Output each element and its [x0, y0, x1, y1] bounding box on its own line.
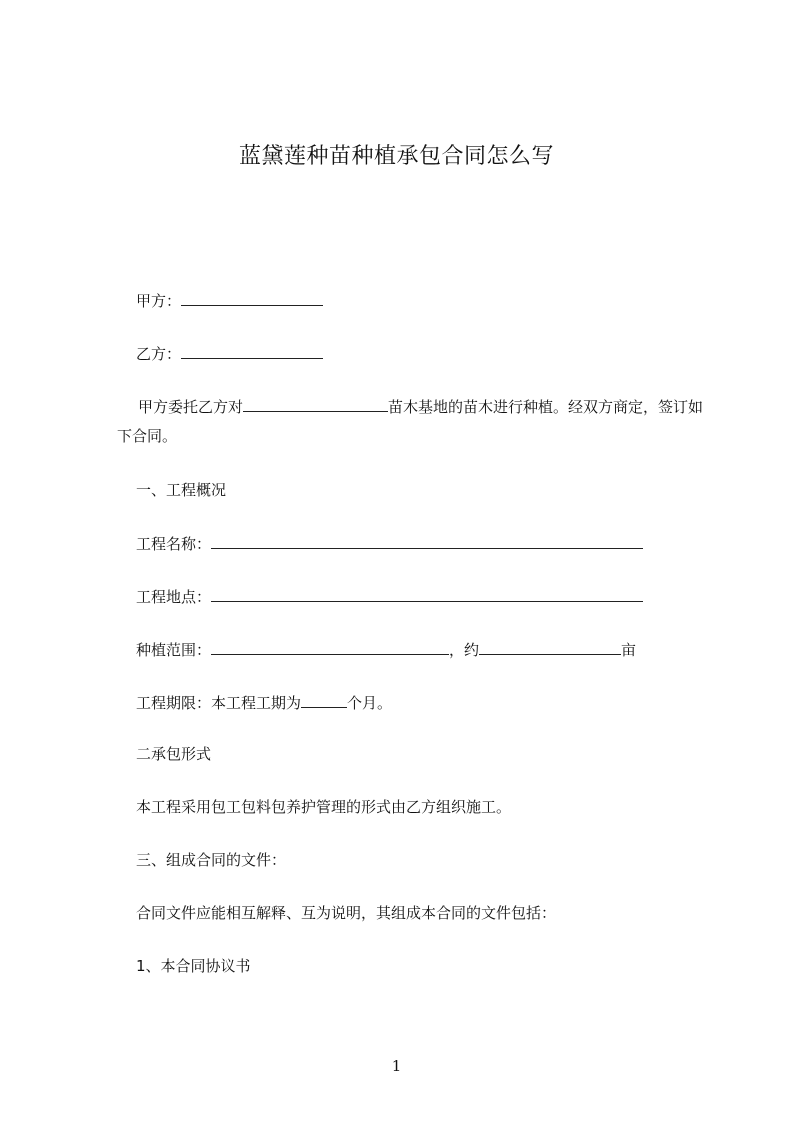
project-name-label: 工程名称：	[136, 535, 212, 553]
section-3-body: 合同文件应能相互解释、互为说明，其组成本合同的文件包括：	[136, 904, 557, 922]
entrust-suffix: 苗木基地的苗木进行种植。经双方商定，签订如下合同。	[117, 398, 704, 445]
entrust-paragraph	[117, 393, 707, 451]
section-3-heading: 三、组成合同的文件：	[136, 851, 287, 869]
planting-area-blank	[479, 639, 621, 655]
party-a-label: 甲方：	[136, 292, 182, 310]
planting-scope-unit: 亩	[621, 641, 637, 659]
project-period-prefix: 工程期限：本工程工期为	[136, 694, 302, 712]
project-location-label: 工程地点：	[136, 588, 212, 606]
project-name-blank	[211, 533, 643, 549]
party-a-line	[136, 290, 323, 311]
list-item-1: 1、本合同协议书	[136, 957, 251, 975]
base-name-blank	[243, 396, 388, 412]
project-location-blank	[211, 586, 643, 602]
section-1-heading: 一、工程概况	[136, 481, 227, 499]
party-b-label: 乙方：	[136, 345, 182, 363]
page-number: 1	[391, 1057, 402, 1075]
entrust-prefix: 甲方委托乙方对	[138, 398, 244, 416]
project-period-line	[136, 692, 392, 713]
planting-scope-line	[136, 639, 636, 660]
party-b-blank	[181, 343, 323, 359]
section-2-body: 本工程采用包工包料包养护管理的形式由乙方组织施工。	[136, 798, 512, 816]
planting-scope-blank	[211, 639, 449, 655]
project-period-blank	[301, 692, 347, 708]
planting-scope-mid: ，约	[449, 641, 480, 659]
project-location-line	[136, 586, 643, 607]
project-name-line	[136, 533, 643, 554]
planting-scope-label: 种植范围：	[136, 641, 212, 659]
project-period-suffix: 个月。	[347, 694, 393, 712]
section-2-heading: 二承包形式	[136, 745, 212, 763]
document-title: 蓝黛莲种苗种植承包合同怎么写	[238, 144, 554, 169]
party-a-blank	[181, 290, 323, 306]
party-b-line	[136, 343, 323, 364]
